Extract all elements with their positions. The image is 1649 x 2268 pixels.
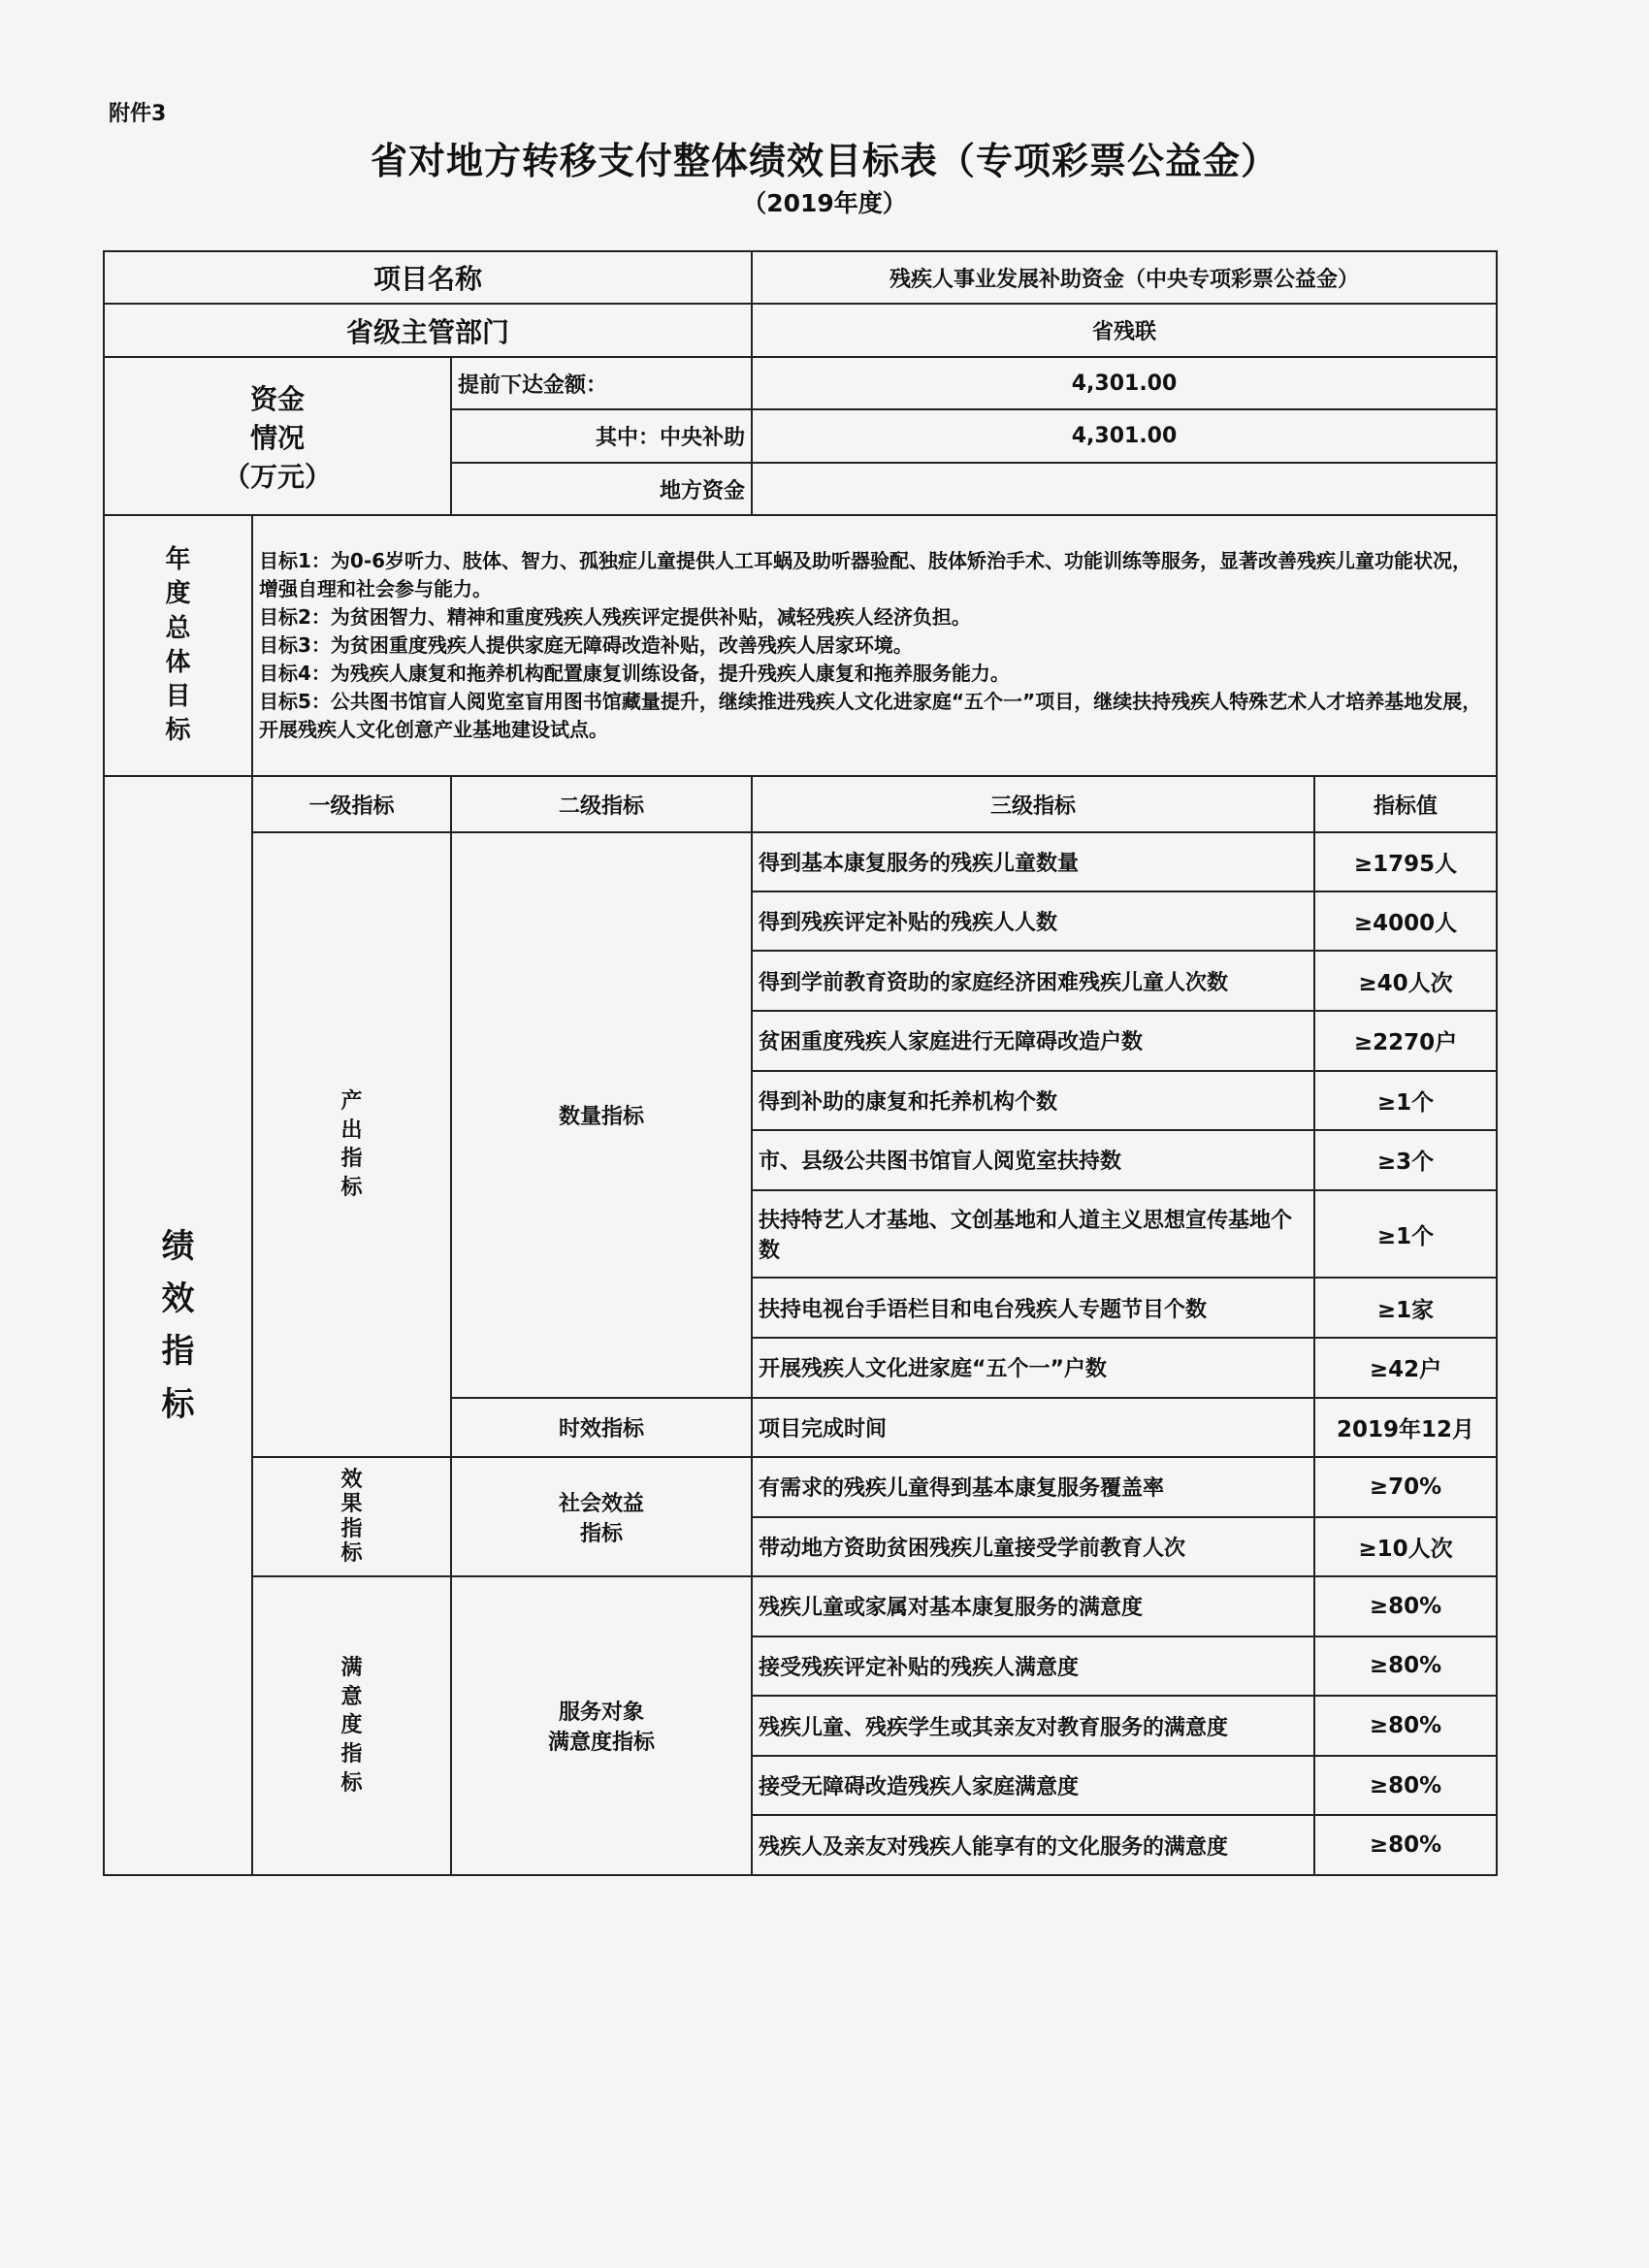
attachment-label: 附件3 (109, 102, 167, 126)
project-name-label: 项目名称 (104, 251, 752, 304)
indicator-name: 市、县级公共图书馆盲人阅览室扶持数 (752, 1130, 1314, 1190)
level3-header: 三级指标 (752, 776, 1314, 833)
indicator-value: ≥1795人 (1314, 832, 1497, 891)
advance-amount-value: 4,301.00 (752, 357, 1497, 409)
satisfaction-label-char: 意 (340, 1684, 363, 1709)
level1-header: 一级指标 (252, 776, 451, 833)
satisfaction-label-char: 标 (340, 1770, 363, 1796)
advance-amount-label: 提前下达金额： (451, 357, 752, 409)
dept-row (104, 304, 1497, 356)
document-year: （2019年度） (742, 189, 907, 217)
performance-label (104, 776, 252, 1875)
indicator-value: ≥80% (1314, 1576, 1497, 1636)
funds-label-line1: 资金 (249, 382, 305, 415)
indicator-name: 项目完成时间 (752, 1398, 1314, 1458)
table-row (104, 1576, 1497, 1636)
satisfaction-label-char: 指 (340, 1741, 363, 1766)
indicator-name: 扶持特艺人才基地、文创基地和人道主义思想宣传基地个数 (752, 1190, 1314, 1279)
effect-indicator-label (252, 1457, 451, 1576)
dept-label: 省级主管部门 (104, 304, 752, 356)
local-funds-label: 地方资金 (451, 463, 752, 515)
output-label-char: 出 (340, 1118, 363, 1143)
document-title: 省对地方转移支付整体绩效目标表（专项彩票公益金） (370, 140, 1278, 182)
indicator-value: ≥2270户 (1314, 1011, 1497, 1071)
indicator-name: 得到残疾评定补贴的残疾人人数 (752, 891, 1314, 952)
quantity-indicator-label: 数量指标 (451, 832, 752, 1397)
project-name-row (104, 251, 1497, 304)
central-subsidy-value: 4,301.00 (752, 409, 1497, 462)
output-indicator-label (252, 832, 451, 1457)
indicator-name: 得到基本康复服务的残疾儿童数量 (752, 832, 1314, 891)
dept-value: 省残联 (752, 304, 1497, 356)
goal-item: 目标3：为贫困重度残疾人提供家庭无障碍改造补贴，改善残疾人居家环境。 (259, 633, 913, 658)
indicator-name: 贫困重度残疾人家庭进行无障碍改造户数 (752, 1011, 1314, 1071)
indicator-value: ≥3个 (1314, 1130, 1497, 1190)
effect-label-char: 果 (340, 1492, 363, 1517)
service-satisfaction-label-line: 服务对象 (559, 1701, 645, 1726)
project-name-value: 残疾人事业发展补助资金（中央专项彩票公益金） (752, 251, 1497, 304)
timeliness-indicator-label: 时效指标 (451, 1398, 752, 1458)
annual-goals-label-char: 体 (165, 647, 191, 677)
indicator-name: 残疾儿童、残疾学生或其亲友对教育服务的满意度 (752, 1696, 1314, 1756)
goal-item: 目标1：为0-6岁听力、肢体、智力、孤独症儿童提供人工耳蜗及助听器验配、肢体矫治手术、功能训练等服务，显著改善残疾儿童功能状况，增强自理和社会参与能力。 (259, 549, 1472, 601)
indicator-name: 带动地方资助贫困残疾儿童接受学前教育人次 (752, 1517, 1314, 1577)
annual-goals-label-char: 度 (165, 579, 191, 609)
effect-label-char: 效 (340, 1468, 363, 1492)
indicator-value: ≥42户 (1314, 1338, 1497, 1398)
table-row (104, 1457, 1497, 1517)
indicator-value: ≥70% (1314, 1457, 1497, 1517)
indicator-value: ≥1家 (1314, 1278, 1497, 1338)
indicator-value: 2019年12月 (1314, 1398, 1497, 1458)
output-label-char: 标 (340, 1175, 363, 1200)
effect-label-char: 指 (340, 1516, 363, 1541)
indicator-value: ≥4000人 (1314, 891, 1497, 952)
indicator-name: 扶持电视台手语栏目和电台残疾人专题节目个数 (752, 1278, 1314, 1338)
indicator-name: 有需求的残疾儿童得到基本康复服务覆盖率 (752, 1457, 1314, 1517)
performance-label-char: 效 (161, 1280, 195, 1319)
funds-label-line2: 情况 (249, 421, 305, 454)
goal-item: 目标5：公共图书馆盲人阅览室盲用图书馆藏量提升，继续推进残疾人文化进家庭“五个一”项目，继续扶持残疾人特殊艺术人才培养基地发展，开展残疾人文化创意产业基地建设试点。 (259, 690, 1482, 742)
local-funds-value (752, 463, 1497, 515)
indicator-header-row (104, 776, 1497, 833)
annual-goals-row (104, 515, 1497, 775)
output-label-char: 产 (340, 1088, 363, 1114)
indicator-value: ≥1个 (1314, 1071, 1497, 1131)
indicator-value: ≥80% (1314, 1756, 1497, 1816)
service-satisfaction-label (451, 1576, 752, 1875)
level2-header: 二级指标 (451, 776, 752, 833)
annual-goals-label (104, 515, 252, 775)
performance-label-char: 绩 (161, 1226, 195, 1266)
social-benefit-label (451, 1457, 752, 1576)
social-benefit-label-line: 指标 (580, 1521, 624, 1546)
performance-label-char: 指 (161, 1332, 195, 1372)
indicator-name: 开展残疾人文化进家庭“五个一”户数 (752, 1338, 1314, 1398)
table-row (104, 832, 1497, 891)
indicator-value: ≥1个 (1314, 1190, 1497, 1279)
annual-goals-content (252, 515, 1497, 775)
funds-label (104, 357, 451, 515)
social-benefit-label-line: 社会效益 (559, 1491, 645, 1516)
performance-target-table (103, 250, 1498, 1876)
indicator-name: 接受无障碍改造残疾人家庭满意度 (752, 1756, 1314, 1816)
annual-goals-label-char: 标 (165, 715, 191, 745)
satisfaction-label-char: 满 (340, 1655, 363, 1680)
indicator-name: 得到学前教育资助的家庭经济困难残疾儿童人次数 (752, 951, 1314, 1011)
indicator-value: ≥40人次 (1314, 951, 1497, 1011)
service-satisfaction-label-line: 满意度指标 (548, 1731, 656, 1756)
indicator-value: ≥10人次 (1314, 1517, 1497, 1577)
funds-advance-row (104, 357, 1497, 409)
indicator-value: ≥80% (1314, 1815, 1497, 1875)
indicator-name: 残疾儿童或家属对基本康复服务的满意度 (752, 1576, 1314, 1636)
central-subsidy-label: 其中：中央补助 (451, 409, 752, 462)
annual-goals-label-char: 年 (165, 545, 191, 575)
annual-goals-label-char: 总 (165, 613, 191, 643)
indicator-value: ≥80% (1314, 1636, 1497, 1697)
goal-item: 目标4：为残疾人康复和拖养机构配置康复训练设备，提升残疾人康复和拖养服务能力。 (259, 662, 1010, 686)
output-label-char: 指 (340, 1147, 363, 1172)
indicator-name: 残疾人及亲友对残疾人能享有的文化服务的满意度 (752, 1815, 1314, 1875)
satisfaction-label-char: 度 (340, 1713, 363, 1738)
value-header: 指标值 (1314, 776, 1497, 833)
funds-label-line3: （万元） (222, 460, 332, 493)
goal-item: 目标2：为贫困智力、精神和重度残疾人残疾评定提供补贴，减轻残疾人经济负担。 (259, 605, 971, 630)
satisfaction-indicator-label (252, 1576, 451, 1875)
indicator-name: 接受残疾评定补贴的残疾人满意度 (752, 1636, 1314, 1697)
annual-goals-label-char: 目 (165, 681, 191, 711)
indicator-value: ≥80% (1314, 1696, 1497, 1756)
indicator-name: 得到补助的康复和托养机构个数 (752, 1071, 1314, 1131)
performance-label-char: 标 (161, 1384, 195, 1424)
effect-label-char: 标 (340, 1540, 363, 1566)
